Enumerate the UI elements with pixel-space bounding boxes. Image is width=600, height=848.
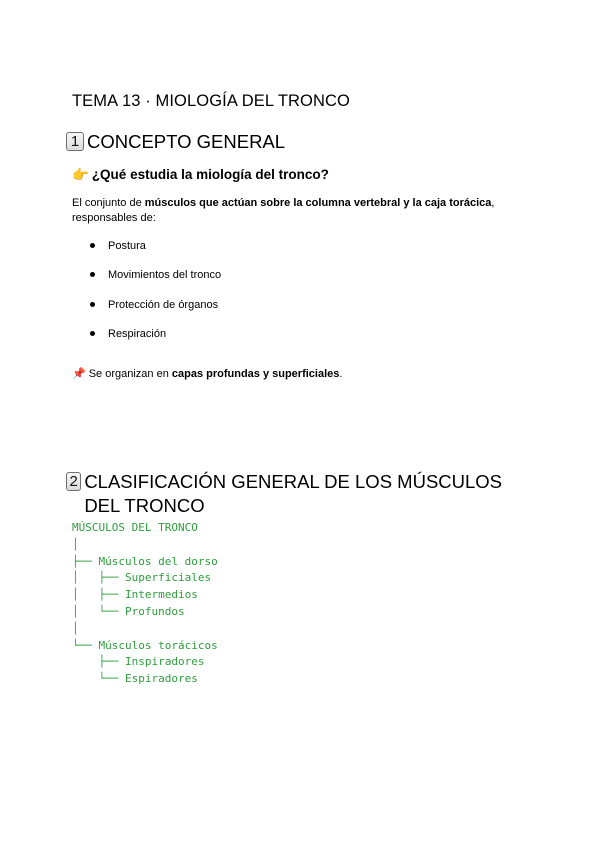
tree-line: │ ├── Superficiales (72, 571, 212, 585)
section-heading-concepto (66, 130, 285, 154)
tree-line: ├── Inspiradores (72, 655, 205, 669)
note-line (72, 367, 342, 380)
muscle-tree-code-block (72, 520, 218, 688)
paragraph-bold-text: músculos que actúan sobre la columna vertebral y la caja torácica (144, 197, 492, 209)
paragraph-text-end: , responsables de: (72, 197, 495, 224)
tree-line: ├── Músculos del dorso (72, 554, 218, 568)
note-text-end: . (339, 368, 343, 380)
note-bold-text: capas profundas y superficiales (171, 368, 340, 380)
list-item (90, 295, 221, 324)
bullet-icon (90, 331, 95, 336)
tree-line: │ ├── Intermedios (72, 588, 198, 602)
tree-line: │ (72, 537, 79, 551)
tree-line: MÚSCULOS DEL TRONCO (72, 521, 198, 534)
bullet-icon (90, 302, 95, 307)
bullet-icon (90, 243, 95, 248)
pushpin-icon: 📌 (72, 368, 86, 380)
list-item-text: Protección de órganos (108, 298, 219, 311)
section-heading-text: CLASIFICACIÓN GENERAL DE LOS MÚSCULOS DEL TRONCO (84, 471, 503, 516)
tree-line: └── Espiradores (72, 672, 198, 686)
section-heading-text: CONCEPTO GENERAL (87, 131, 286, 152)
question-text: ¿Qué estudia la miología del tronco? (91, 167, 329, 182)
tree-line: └── Músculos torácicos (72, 638, 218, 652)
tree-line: │ (72, 621, 79, 635)
list-item-text: Respiración (108, 327, 167, 340)
document-title: TEMA 13 · MIOLOGÍA DEL TRONCO (72, 92, 350, 110)
paragraph-text: El conjunto de (72, 197, 145, 209)
pointing-hand-icon: 👉 (72, 167, 89, 182)
functions-list (90, 236, 221, 353)
note-text: Se organizan en (88, 368, 172, 380)
list-item-text: Postura (108, 240, 146, 252)
bullet-icon (90, 272, 95, 277)
question-line (72, 167, 329, 183)
list-item-text: Movimientos del tronco (108, 269, 222, 282)
tree-line: │ └── Profundos (72, 604, 185, 618)
list-item (90, 324, 221, 353)
definition-paragraph (72, 196, 512, 226)
list-item (90, 265, 221, 294)
number-2-badge: 2 (66, 472, 81, 491)
number-1-badge: 1 (66, 132, 84, 151)
list-item (90, 236, 221, 265)
section-heading-clasificacion (66, 470, 536, 518)
